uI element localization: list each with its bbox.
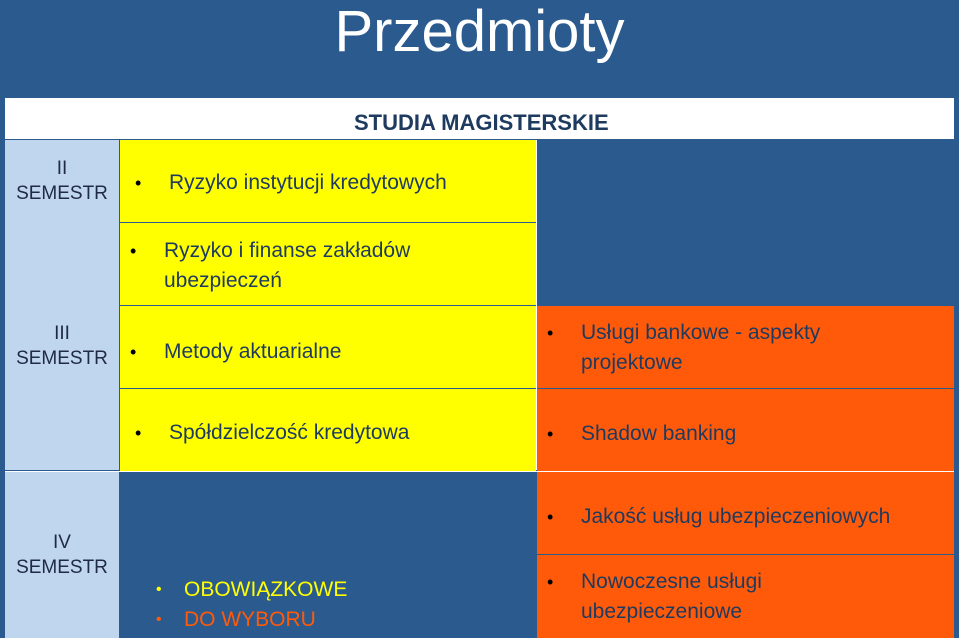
course-item — [547, 318, 821, 378]
page-title: Przedmioty — [334, 0, 625, 64]
bullet-icon: • — [130, 342, 137, 362]
course-item — [135, 418, 410, 448]
semester-iii-numeral: III — [54, 323, 70, 344]
semester-ii — [5, 140, 119, 222]
legend-elective-label: DO WYBORU — [184, 608, 316, 631]
course-label-line1: Ryzyko i finanse zakładów — [164, 239, 411, 262]
course-item — [135, 168, 447, 198]
legend — [156, 575, 348, 635]
bullet-icon: • — [156, 581, 162, 598]
course-label-line2: ubezpieczeń — [164, 269, 282, 292]
course-label: Shadow banking — [581, 422, 737, 445]
course-item — [547, 567, 762, 627]
bullet-icon: • — [547, 572, 554, 592]
semester-ii-word: SEMESTR — [16, 183, 108, 204]
course-label: Metody aktuarialne — [164, 340, 342, 363]
bullet-icon: • — [156, 611, 162, 628]
divider-vertical — [536, 140, 537, 470]
semester-iii-word: SEMESTR — [16, 348, 108, 369]
legend-required-label: OBOWIĄZKOWE — [184, 578, 348, 601]
course-item — [547, 502, 891, 532]
header-label: STUDIA MAGISTERSKIE — [354, 110, 609, 135]
semester-iv-numeral: IV — [53, 532, 71, 553]
bullet-icon: • — [547, 424, 554, 444]
course-item — [130, 236, 411, 296]
bullet-icon: • — [135, 423, 142, 443]
semester-iv — [5, 472, 119, 638]
semester-iv-word: SEMESTR — [16, 557, 108, 578]
course-label: Jakość usług ubezpieczeniowych — [581, 505, 891, 528]
legend-elective — [156, 605, 347, 635]
course-label-line1: Nowoczesne usługi — [581, 570, 762, 593]
semester-ii-numeral: II — [56, 158, 68, 179]
legend-required — [156, 575, 348, 605]
bullet-icon: • — [547, 323, 554, 343]
semester-iii — [5, 222, 119, 470]
course-label: Spółdzielczość kredytowa — [169, 421, 410, 444]
bullet-icon: • — [135, 173, 142, 193]
bullet-icon: • — [130, 241, 137, 261]
course-item — [130, 337, 342, 367]
course-label-line2: ubezpieczeniowe — [581, 600, 743, 623]
course-label-line2: projektowe — [581, 351, 683, 374]
course-label-line1: Usługi bankowe - aspekty — [581, 321, 821, 344]
divider-horizontal — [5, 471, 954, 472]
course-item — [547, 419, 737, 449]
course-label: Ryzyko instytucji kredytowych — [169, 171, 447, 194]
bullet-icon: • — [547, 507, 554, 527]
